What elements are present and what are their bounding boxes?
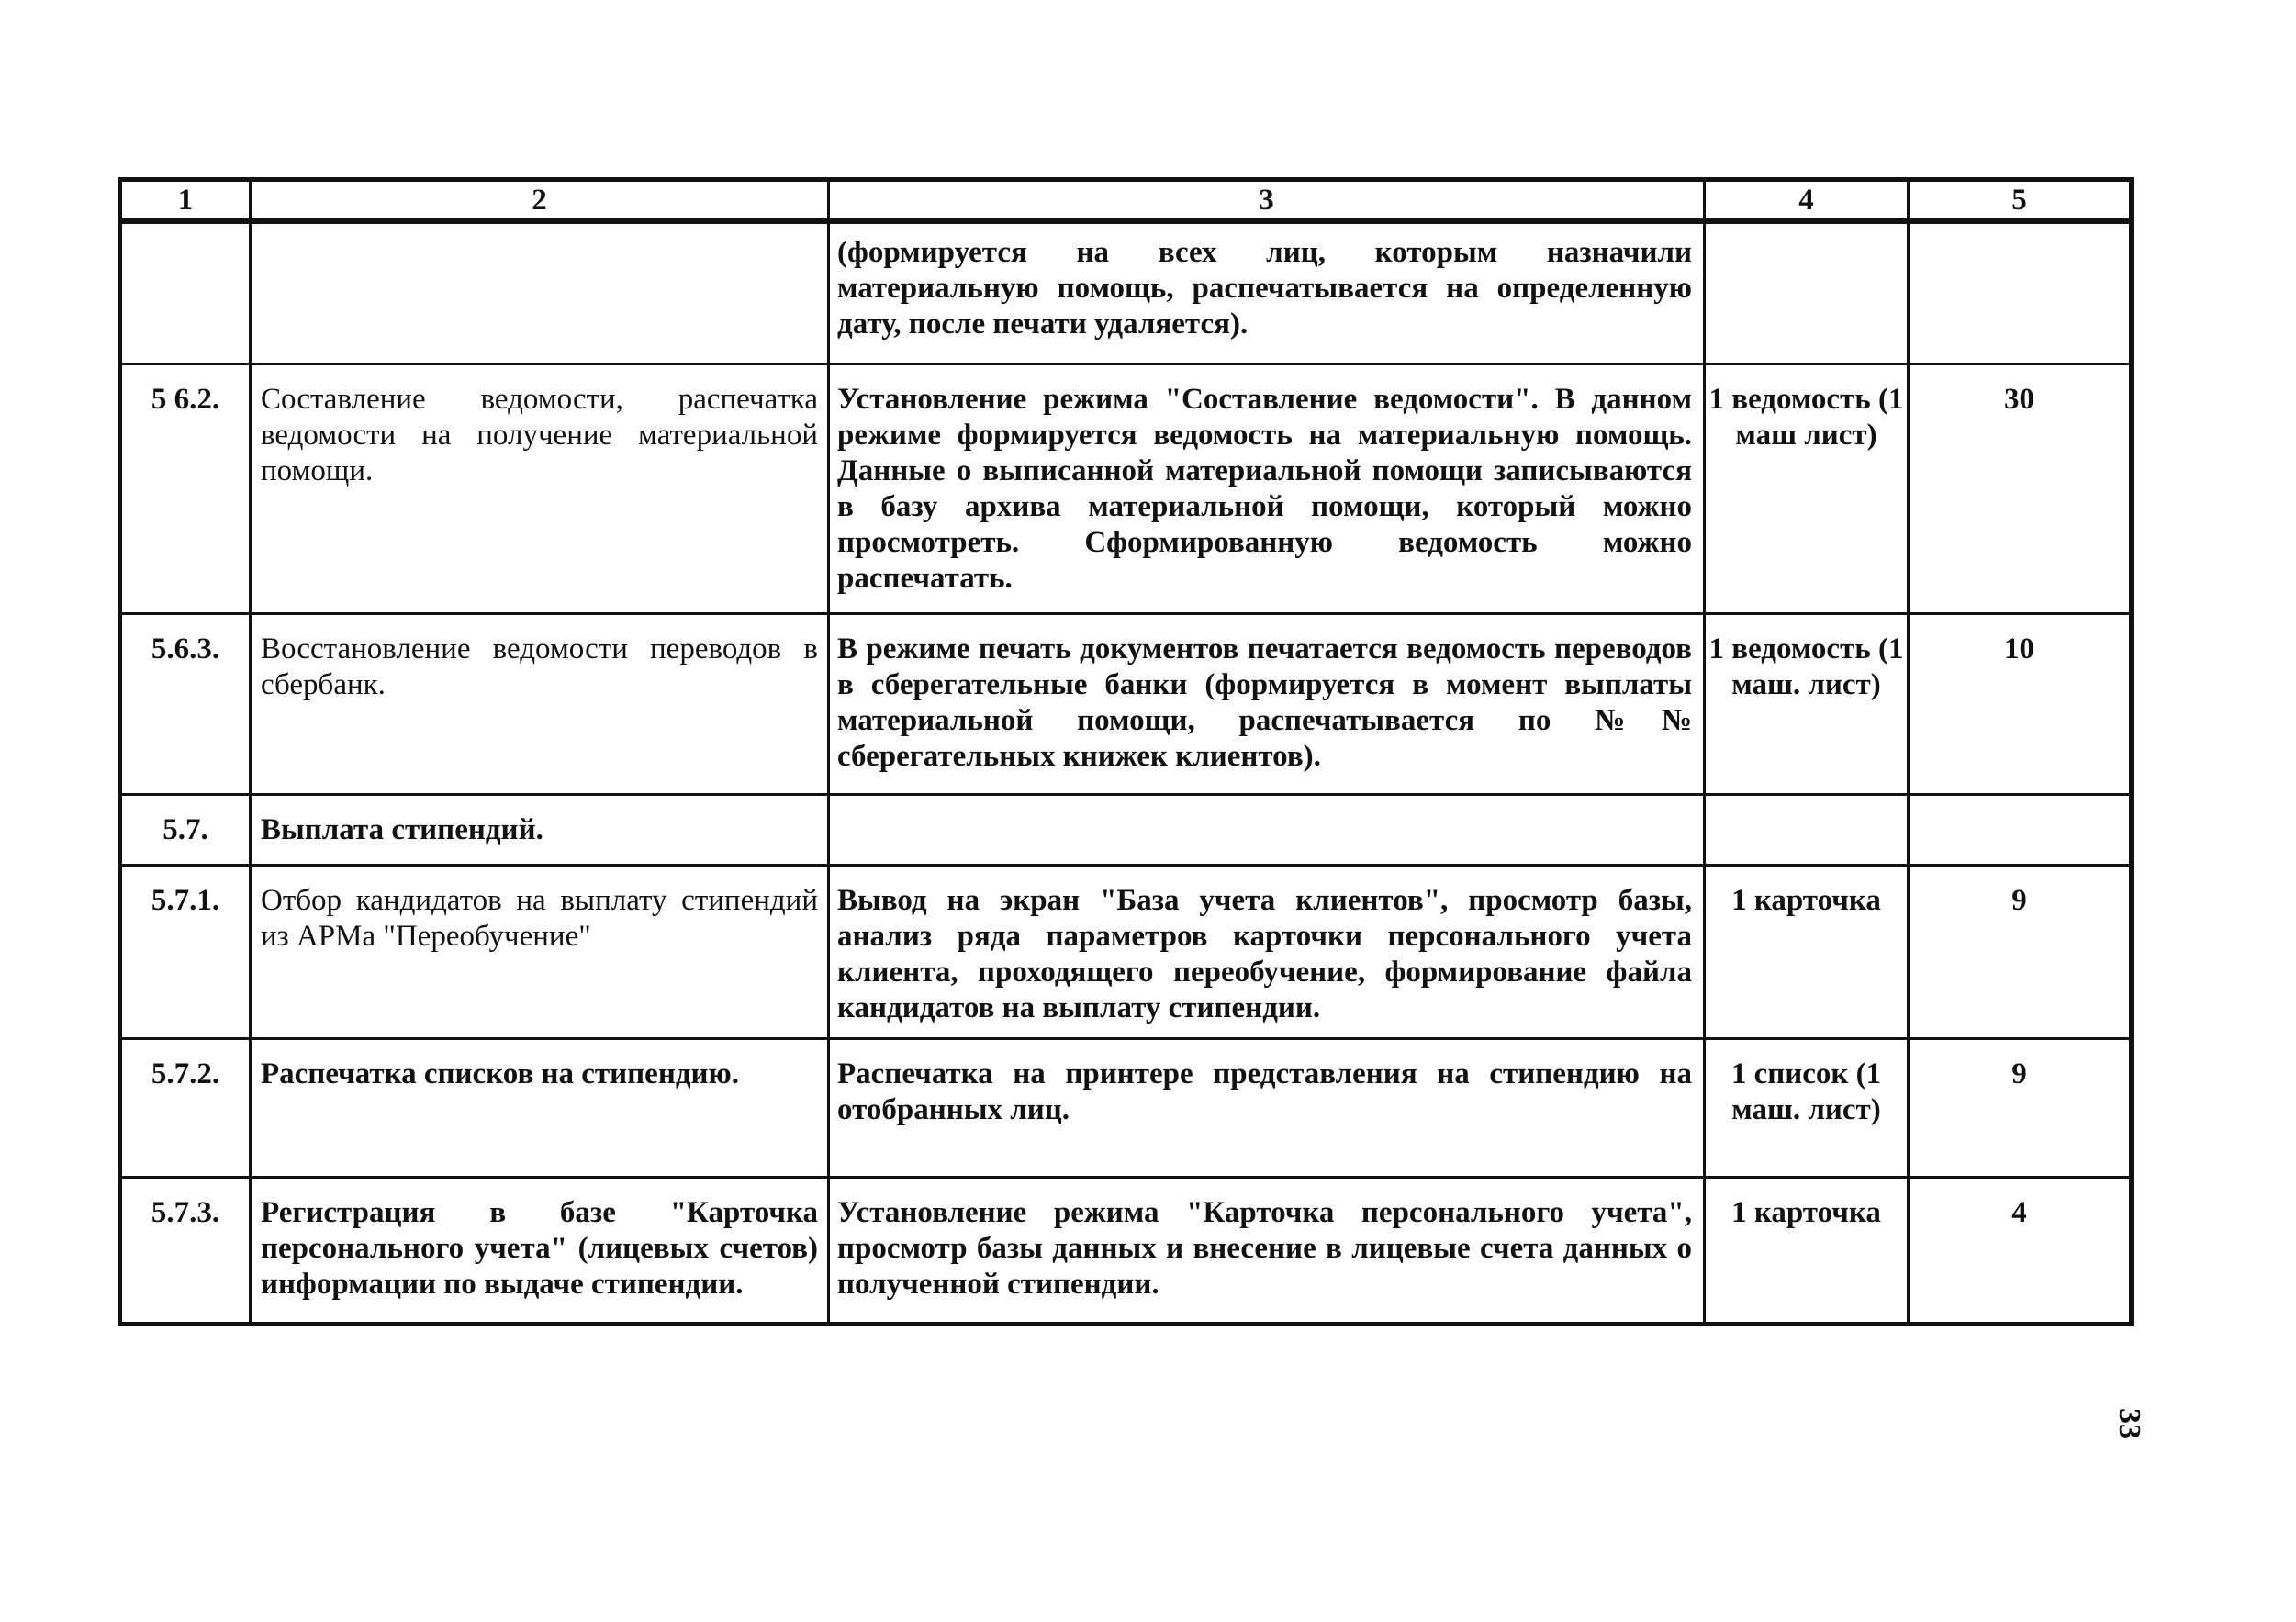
row-number [120,221,251,364]
unit-of-measure: 1 ведомость (1 маш. лист) [1705,613,1909,794]
operation-name [251,221,829,364]
operation-name: Регистрация в базе "Карточка персонального учета" (лицевых счетов) информации по выдаче стипендии. [251,1177,829,1324]
row-number: 5 6.2. [120,364,251,613]
operation-description: Распечатка на принтере представления на стипендию на отобранных лиц. [829,1038,1705,1177]
time-norm: 30 [1909,364,2132,613]
table-row [120,1038,2132,1177]
time-norm: 9 [1909,1038,2132,1177]
table-row [120,221,2132,364]
row-number: 5.7. [120,794,251,865]
row-number: 5.6.3. [120,613,251,794]
operation-name: Распечатка списков на стипендию. [251,1038,829,1177]
operation-description: (формируется на всех лиц, которым назначили материальную помощь, распечатывается на определенную дату, после печати удаляется). [829,221,1705,364]
operation-description: Вывод на экран "База учета клиентов", просмотр базы, анализ ряда параметров карточки персонального учета клиента, проходящего переобучение, формирование файла кандидатов на выплату стипендии. [829,865,1705,1038]
row-number: 5.7.1. [120,865,251,1038]
row-number: 5.7.3. [120,1177,251,1324]
operation-name: Отбор кандидатов на выплату стипендий из АРМа "Переобучение" [251,865,829,1038]
table-row [120,794,2132,865]
column-header-1: 1 [120,180,251,222]
time-norm: 9 [1909,865,2132,1038]
unit-of-measure: 1 ведомость (1 маш лист) [1705,364,1909,613]
operation-name: Составление ведомости, распечатка ведомости на получение материальной помощи. [251,364,829,613]
table-row [120,364,2132,613]
work-norms-table [118,177,2134,1326]
operation-description: Установление режима "Составление ведомости". В данном режиме формируется ведомость на материальную помощь. Данные о выписанной материальной помощи записываются в базу архива материальной помощи, который можно просмотреть. Сформированную ведомость можно распечатать. [829,364,1705,613]
time-norm [1909,221,2132,364]
table-body [120,221,2132,1324]
operation-description: В режиме печать документов печатается ведомость переводов в сберегательные банки (формируется в момент выплаты материальной помощи, распечатывается по №№ сберегательных книжек клиентов). [829,613,1705,794]
time-norm [1909,794,2132,865]
page-number: 33 [2112,1408,2146,1439]
unit-of-measure [1705,221,1909,364]
unit-of-measure [1705,794,1909,865]
unit-of-measure: 1 список (1 маш. лист) [1705,1038,1909,1177]
operation-name: Выплата стипендий. [251,794,829,865]
time-norm: 10 [1909,613,2132,794]
row-number: 5.7.2. [120,1038,251,1177]
unit-of-measure: 1 карточка [1705,1177,1909,1324]
column-header-3: 3 [829,180,1705,222]
header-row [120,180,2132,222]
table-row [120,865,2132,1038]
operation-name: Восстановление ведомости переводов в сбербанк. [251,613,829,794]
table-header [120,180,2132,222]
table-row [120,1177,2132,1324]
operation-description: Установление режима "Карточка персонального учета", просмотр базы данных и внесение в лицевые счета данных о полученной стипендии. [829,1177,1705,1324]
column-header-5: 5 [1909,180,2132,222]
time-norm: 4 [1909,1177,2132,1324]
column-header-4: 4 [1705,180,1909,222]
unit-of-measure: 1 карточка [1705,865,1909,1038]
column-header-2: 2 [251,180,829,222]
table-row [120,613,2132,794]
operation-description [829,794,1705,865]
